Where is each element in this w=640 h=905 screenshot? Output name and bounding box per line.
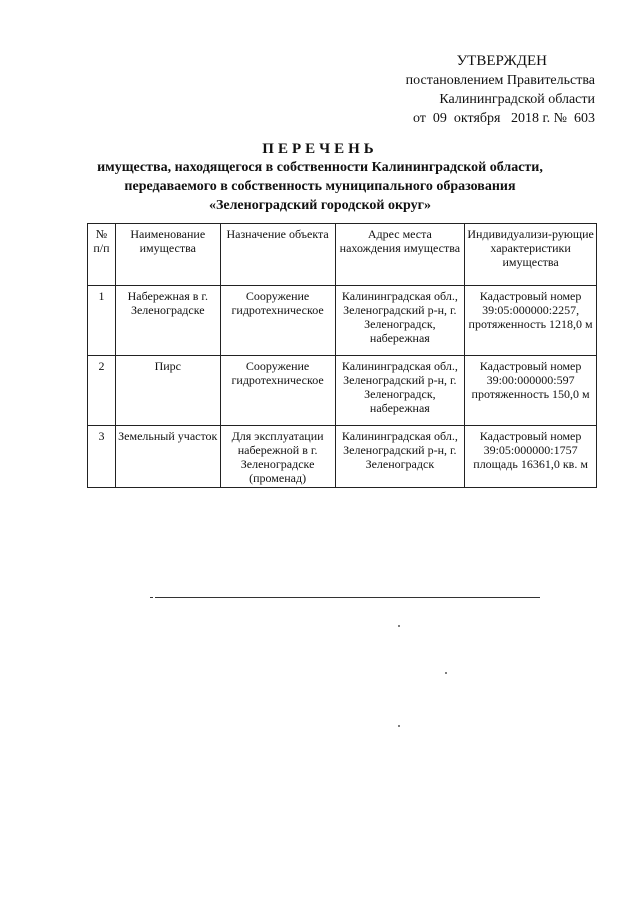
header-characteristics: Индивидуализи-рующие характеристики имущества bbox=[465, 224, 597, 286]
row-2-characteristics: Кадастровый номер 39:00:000000:597 протяженность 150,0 м bbox=[465, 356, 597, 426]
header-name: Наименование имущества bbox=[115, 224, 220, 286]
row-2-name: Пирс bbox=[115, 356, 220, 426]
table-row bbox=[88, 356, 597, 426]
footer-rule bbox=[155, 597, 540, 598]
row-3-address: Калининградская обл., Зеленоградский р-н, г. Зеленоградск bbox=[335, 426, 465, 488]
approval-number: 603 bbox=[574, 111, 595, 126]
approval-date-day: 09 bbox=[432, 111, 447, 126]
document-heading bbox=[60, 140, 580, 215]
approval-order-line bbox=[335, 109, 595, 128]
scan-speck bbox=[445, 672, 447, 674]
document-title: ПЕРЕЧЕНЬ bbox=[262, 141, 378, 157]
row-2-address: Калининградская обл., Зеленоградский р-н, г. Зеленоградск, набережная bbox=[335, 356, 465, 426]
row-2-number: 2 bbox=[88, 356, 116, 426]
approval-date-year: 2018 г. № bbox=[510, 111, 567, 126]
row-3-characteristics: Кадастровый номер 39:05:000000:1757 площадь 16361,0 кв. м bbox=[465, 426, 597, 488]
header-number: № п/п bbox=[88, 224, 116, 286]
table-row bbox=[88, 426, 597, 488]
property-table bbox=[87, 223, 597, 488]
subtitle-line-3: «Зеленоградский городской округ» bbox=[208, 198, 432, 213]
row-1-name: Набережная в г. Зеленоградске bbox=[115, 286, 220, 356]
row-1-number: 1 bbox=[88, 286, 116, 356]
scan-speck bbox=[398, 625, 400, 627]
scan-speck bbox=[398, 725, 400, 727]
row-1-address: Калининградская обл., Зеленоградский р-н, г. Зеленоградск, набережная bbox=[335, 286, 465, 356]
row-1-purpose: Сооружение гидротехническое bbox=[220, 286, 335, 356]
table-row bbox=[88, 286, 597, 356]
row-3-purpose: Для эксплуатации набережной в г. Зеленоградске (променад) bbox=[220, 426, 335, 488]
footer-rule-tick bbox=[150, 597, 153, 598]
subtitle-line-2: передаваемого в собственность муниципального образования bbox=[124, 179, 516, 194]
row-2-purpose: Сооружение гидротехническое bbox=[220, 356, 335, 426]
row-1-characteristics: Кадастровый номер 39:05:000000:2257, протяженность 1218,0 м bbox=[465, 286, 597, 356]
approval-date-month: октября bbox=[453, 111, 501, 126]
approval-line-1: постановлением Правительства bbox=[405, 73, 595, 88]
approval-line-2: Калининградской области bbox=[439, 92, 595, 107]
header-address: Адрес места нахождения имущества bbox=[335, 224, 465, 286]
table-header-row bbox=[88, 224, 597, 286]
approval-date-prefix: от bbox=[412, 111, 426, 126]
approval-block bbox=[335, 52, 595, 128]
row-3-number: 3 bbox=[88, 426, 116, 488]
approval-title: УТВЕРЖДЕН bbox=[456, 53, 547, 69]
header-purpose: Назначение объекта bbox=[220, 224, 335, 286]
row-3-name: Земельный участок bbox=[115, 426, 220, 488]
subtitle-line-1: имущества, находящегося в собственности Калининградской области, bbox=[97, 160, 543, 175]
